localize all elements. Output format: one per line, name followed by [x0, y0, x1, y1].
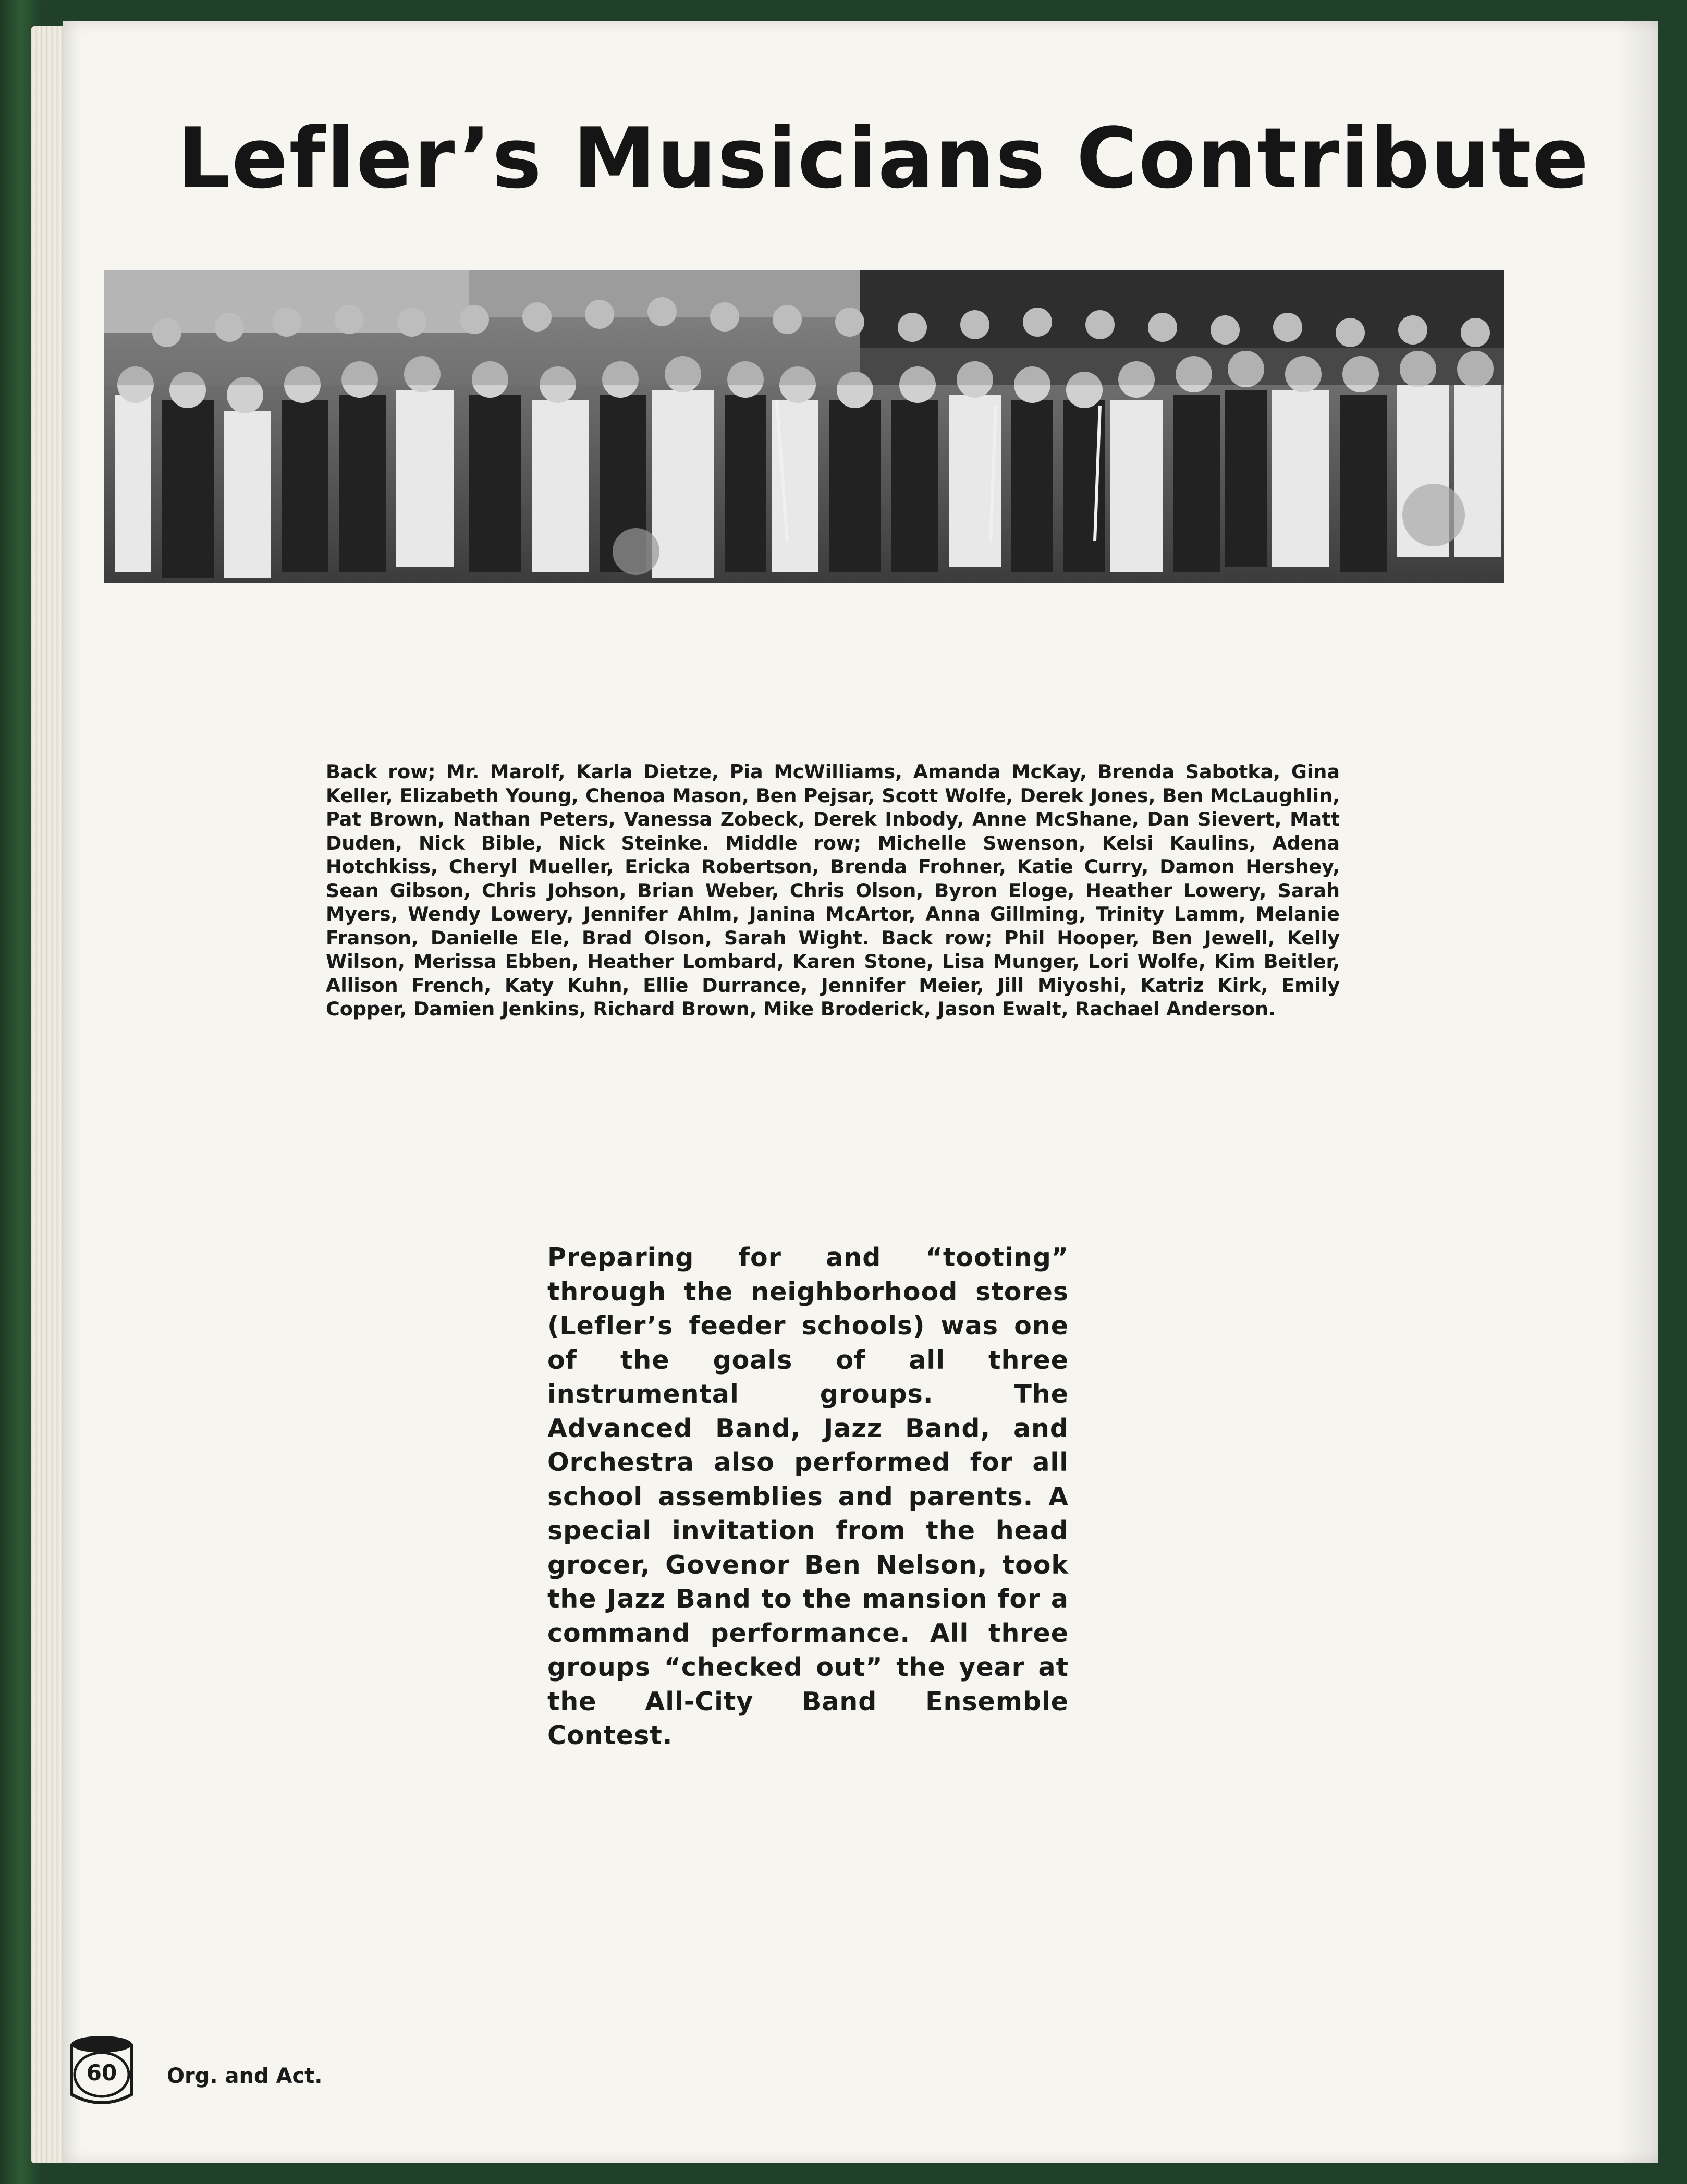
page-footer	[68, 2033, 433, 2106]
article-body: Preparing for and “tooting” through the neighborhood stores (Lefler’s feeder schools) was one of the goals of all three instrumental groups. The Advanced Band, Jazz Band, and Orchestra also performed for all school assemblies and parents. A special invitation from the head grocer, Govenor Ben Nelson, took the Jazz Band to the mansion for a command performance. All three groups “checked out” the year at the All-City Band Ensemble Contest.	[547, 1243, 1069, 1750]
page-number: 60	[86, 2059, 117, 2085]
page-title: Lefler’s Musicians Contribute	[177, 109, 1590, 207]
section-label: Org. and Act.	[167, 2064, 323, 2088]
photo-caption: Back row; Mr. Marolf, Karla Dietze, Pia McWilliams, Amanda McKay, Brenda Sabotka, Gina Keller, Elizabeth Young, Chenoa Mason, Ben Pejsar, Scott Wolfe, Derek Jones, Ben McLaughlin, Pat Brown, Nathan Peters, Vanessa Zobeck, Derek Inbody, Anne McShane, Dan Sievert, Matt Duden, Nick Bible, Nick Steinke. Middle row; Michelle Swenson, Kelsi Kaulins, Adena Hotchkiss, Cheryl Mueller, Ericka Robertson, Brenda Frohner, Katie Curry, Damon Hershey, Sean Gibson, Chris Johson, Brian Weber, Chris Olson, Byron Eloge, Heather Lowery, Sarah Myers, Wendy Lowery, Jennifer Ahlm, Janina McArtor, Anna Gillming, Trinity Lamm, Melanie Franson, Danielle Ele, Brad Olson, Sarah Wight. Back row; Phil Hooper, Ben Jewell, Kelly Wilson, Merissa Ebben, Heather Lombard, Karen Stone, Lisa Munger, Lori Wolfe, Kim Beitler, Allison French, Katy Kuhn, Ellie Durrance, Jennifer Meier, Jill Miyoshi, Katriz Kirk, Emily Copper, Damien Jenkins, Richard Brown, Mike Broderick, Jason Ewalt, Rachael Anderson.	[326, 760, 1340, 1020]
group-photo-image	[104, 270, 1504, 583]
group-photo	[104, 270, 1504, 583]
spine-shadow	[1616, 21, 1658, 2163]
